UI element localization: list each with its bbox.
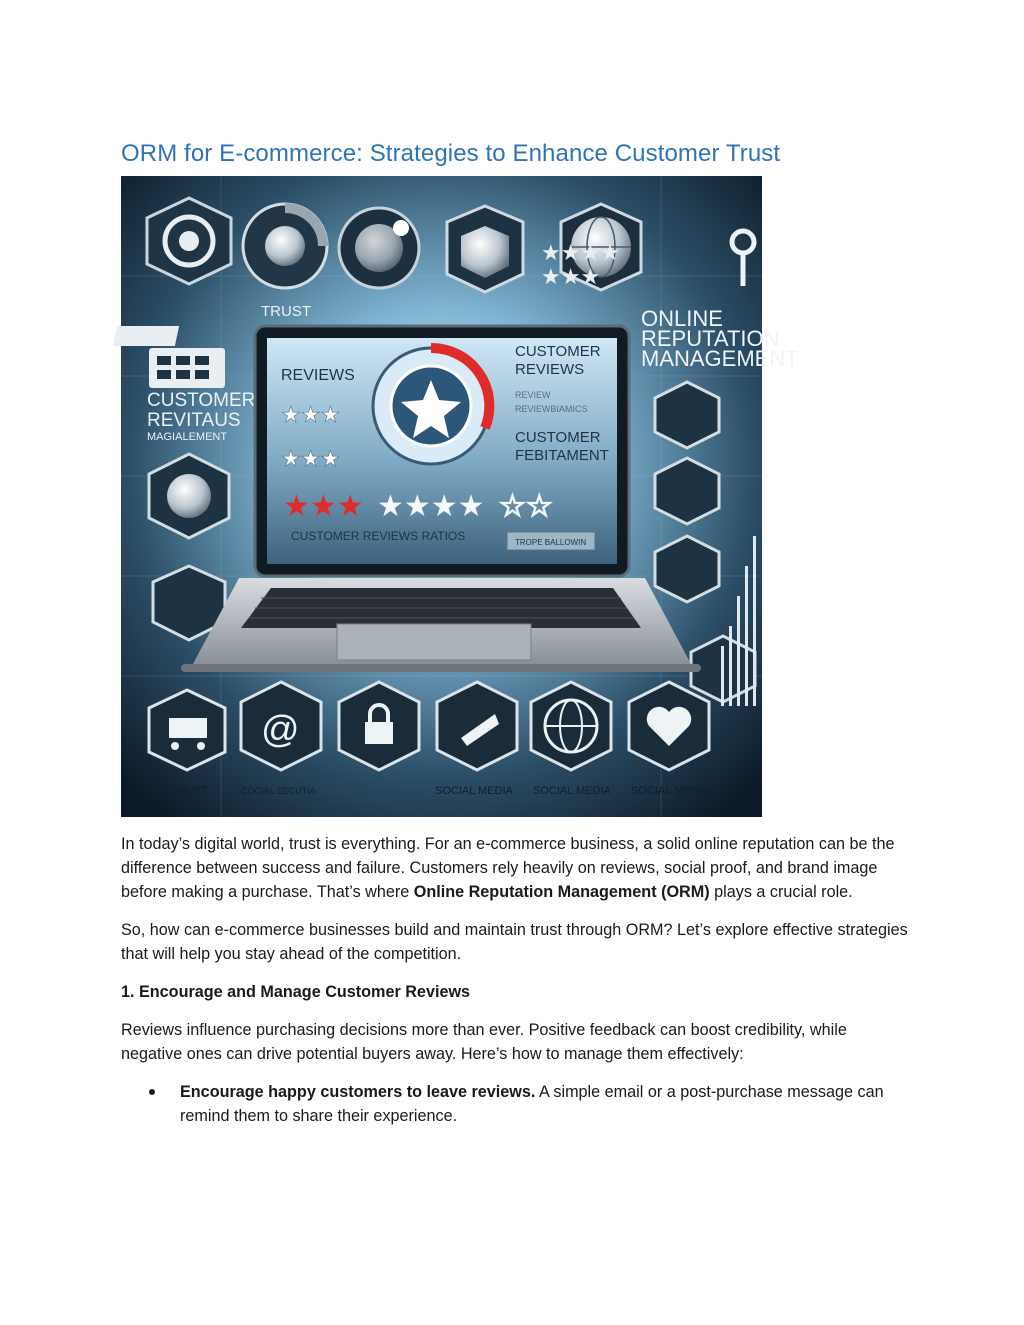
svg-text:COCIAL SECUTIA: COCIAL SECUTIA [241,786,316,796]
shield-icon [447,206,523,292]
svg-text:CUSTOMER: CUSTOMER [515,343,601,360]
svg-text:FEBITAMENT: FEBITAMENT [515,447,609,464]
list-item: Encourage happy customers to leave reviews. A simple email or a post-purchase message can remind them to share their experience. [121,1080,911,1128]
svg-text:SOCIAL MEDIA: SOCIAL MEDIA [533,785,611,797]
svg-text:MAGIALEMENT: MAGIALEMENT [147,431,228,443]
bullet-icon [149,1089,155,1095]
hero-illustration [121,176,799,817]
question-paragraph: So, how can e-commerce businesses build and maintain trust through ORM? Let’s explore effective strategies that will help you stay ahead of the competition. [121,921,908,963]
svg-text:★★★: ★★★ [283,490,364,523]
svg-text:SOCIAL MEDIA: SOCIAL MEDIA [435,785,513,797]
svg-text:CUSTOMER REVIEWS RATIOS: CUSTOMER REVIEWS RATIOS [291,529,466,543]
target-icon [147,198,231,284]
svg-text:CUSTOMER: CUSTOMER [147,390,256,411]
at-sign-icon [241,682,321,770]
page-title: ORM for E-commerce: Strategies to Enhance Customer Trust [121,140,781,167]
svg-text:@: @ [261,709,300,751]
svg-text:★★★: ★★★ [281,402,341,427]
svg-text:TRUST: TRUST [171,785,208,797]
lock-icon [339,682,419,770]
svg-text:REPUTATION: REPUTATION [641,326,780,351]
svg-text:★★★: ★★★ [281,446,341,471]
svg-text:REVITAUS: REVITAUS [147,410,241,431]
section-heading-1: 1. Encourage and Manage Customer Reviews [121,983,471,1001]
cart-icon [149,690,225,770]
svg-text:SOCIAL MEDIA: SOCIAL MEDIA [631,785,709,797]
svg-text:CUSTOMER: CUSTOMER [515,429,601,446]
svg-text:☆☆: ☆☆ [499,490,553,523]
trust-label: TRUST [261,303,311,320]
article-body [121,832,911,1128]
svg-text:★★★: ★★★ [541,264,601,289]
reviews-paragraph: Reviews influence purchasing decisions more than ever. Positive feedback can boost credibility, while negative ones can drive potential buyers away. Here’s how to manage them effectively: [121,1021,847,1063]
megaphone-icon [437,682,517,770]
sparkle-icon [339,208,419,288]
support-icon [149,454,229,538]
svg-text:TROPE BALLOWIN: TROPE BALLOWIN [515,538,587,547]
svg-text:★★★★: ★★★★ [377,490,485,523]
svg-text:REVIEW: REVIEW [515,390,551,400]
svg-text:ONLINE: ONLINE [641,306,723,331]
intro-paragraph: In today’s digital world, trust is everything. For an e-commerce business, a solid online reputation can be the difference between success and failure. Customers rely heavily on reviews, social proof, and brand image before making a purchase. That’s where Online Reputation Management (ORM) plays a crucial role. [121,835,895,901]
svg-text:REVIEWBIAMICS: REVIEWBIAMICS [515,404,588,414]
strategy-list [121,1080,911,1128]
heart-icon [629,682,709,770]
gauge-icon [243,204,327,288]
orm-term: Online Reputation Management (ORM) [413,883,710,901]
globe-bottom-icon [531,682,611,770]
svg-text:REVIEWS: REVIEWS [281,367,355,384]
online-reputation-label [641,306,799,371]
svg-text:MANAGEMENT: MANAGEMENT [641,346,799,371]
svg-text:★★★★: ★★★★ [541,240,620,265]
svg-text:REVIEWS: REVIEWS [515,361,585,378]
